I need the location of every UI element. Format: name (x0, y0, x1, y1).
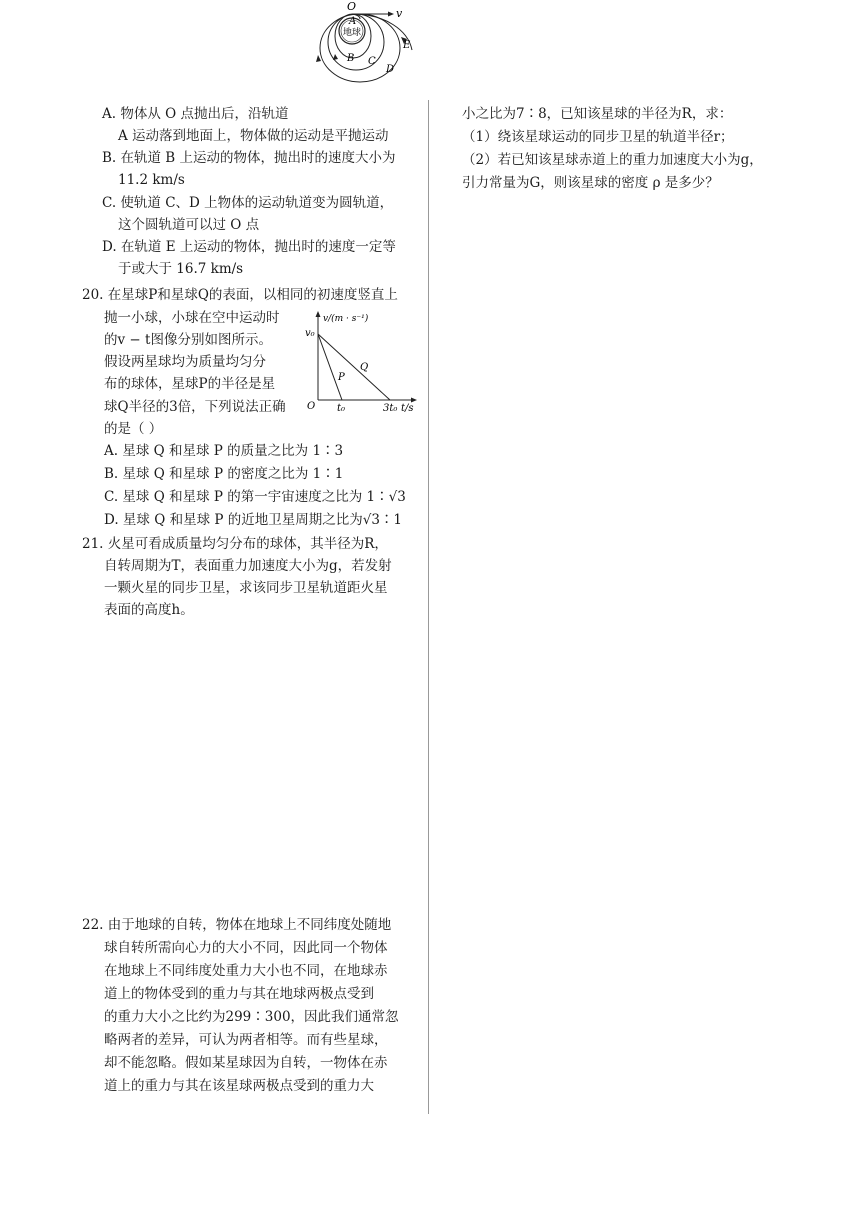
graph-label-q: Q (360, 362, 369, 373)
label-v: v (396, 7, 403, 20)
q20-stem-line5: 布的球体，星球P的半径是星 (104, 376, 276, 392)
q19-option-d-line1: D. 在轨道 E 上运动的物体，抛出时的速度一定等 (102, 239, 396, 255)
q22-right-line4: 引力常量为G，则该星球的密度 ρ 是多少？ (462, 175, 719, 191)
q20-option-a: A. 星球 Q 和星球 P 的质量之比为 1∶3 (104, 443, 344, 459)
orbit-figure (300, 0, 430, 96)
q22-line6: 略两者的差异，可认为两者相等。而有些星球， (104, 1032, 388, 1048)
label-o: O (347, 0, 357, 13)
q20-stem-line3: 的v − t图像分别如图所示。 (104, 332, 272, 348)
q22-line2: 球自转所需向心力的大小不同，因此同一个物体 (104, 940, 388, 956)
graph-label-p: P (338, 372, 345, 383)
graph-ylabel: v/(m · s⁻¹) (323, 314, 369, 324)
q20-stem-line7: 的是（ ） (104, 421, 163, 437)
q22-right-line1: 小之比为7∶8，已知该星球的半径为R，求： (462, 106, 733, 122)
graph-tlabel: t/s (401, 403, 414, 414)
label-earth: 地球 (343, 28, 362, 38)
x-axis-arrow (411, 398, 417, 403)
vt-graph (302, 308, 422, 414)
graph-v0: v₀ (305, 328, 315, 339)
graph-t0: t₀ (337, 403, 346, 414)
column-divider (428, 100, 429, 1114)
label-e: E (403, 40, 411, 51)
q19-option-a-line1: A. 物体从 O 点抛出后，沿轨道 (102, 106, 289, 122)
y-axis-arrow (316, 311, 321, 317)
q22-line4: 道上的物体受到的重力与其在地球两极点受到 (104, 986, 374, 1002)
q20-stem-line2: 抛一小球，小球在空中运动时 (104, 310, 280, 326)
q22-right-line3: （2）若已知该星球赤道上的重力加速度大小为g， (462, 152, 763, 168)
q22-line1: 22. 由于地球的自转，物体在地球上不同纬度处随地 (82, 917, 392, 933)
q21-line3: 一颗火星的同步卫星，求该同步卫星轨道距火星 (104, 580, 388, 596)
q20-option-b: B. 星球 Q 和星球 P 的密度之比为 1∶1 (104, 466, 344, 482)
q19-option-b-line2: 11.2 km/s (118, 172, 185, 188)
q22-line5: 的重力大小之比约为299∶300，因此我们通常忽 (104, 1009, 399, 1025)
graph-origin: O (307, 401, 316, 412)
label-c: C (368, 56, 376, 67)
q21-line1: 21. 火星可看成质量均匀分布的球体，其半径为R， (82, 536, 388, 552)
line-p (318, 334, 342, 400)
q20-option-c: C. 星球 Q 和星球 P 的第一宇宙速度之比为 1∶√3 (104, 489, 406, 505)
q21-line4: 表面的高度h。 (104, 602, 194, 618)
orbit-arrow-2 (316, 55, 321, 62)
q20-stem-line1: 20. 在星球P和星球Q的表面，以相同的初速度竖直上 (82, 287, 398, 303)
q22-right-line2: （1）绕该星球运动的同步卫星的轨道半径r； (462, 129, 734, 145)
line-q (318, 334, 390, 400)
velocity-arrowhead (388, 12, 394, 17)
orbit-arrow-3 (333, 54, 338, 60)
q20-option-d: D. 星球 Q 和星球 P 的近地卫星周期之比为√3∶1 (104, 512, 403, 528)
graph-3t0: 3t₀ (383, 403, 398, 414)
label-a: A (349, 16, 357, 27)
label-d: D (386, 64, 395, 75)
q22-line3: 在地球上不同纬度处重力大小也不同，在地球赤 (104, 963, 388, 979)
q19-option-c-line1: C. 使轨道 C、D 上物体的运动轨道变为圆轨道， (102, 195, 394, 211)
q19-option-b-line1: B. 在轨道 B 上运动的物体，抛出时的速度大小为 (102, 150, 396, 166)
q19-option-c-line2: 这个圆轨道可以过 O 点 (118, 217, 260, 233)
q22-line7: 却不能忽略。假如某星球因为自转，一物体在赤 (104, 1055, 388, 1071)
label-b: B (347, 53, 355, 64)
q22-line8: 道上的重力与其在该星球两极点受到的重力大 (104, 1078, 374, 1094)
q21-line2: 自转周期为T，表面重力加速度大小为g，若发射 (104, 558, 392, 574)
q20-stem-line4: 假设两星球均为质量均匀分 (104, 354, 266, 370)
q19-option-d-line2: 于或大于 16.7 km/s (118, 261, 244, 277)
q19-option-a-line2: A 运动落到地面上，物体做的运动是平抛运动 (118, 128, 389, 144)
q20-stem-line6: 球Q半径的3倍，下列说法正确 (104, 399, 286, 415)
